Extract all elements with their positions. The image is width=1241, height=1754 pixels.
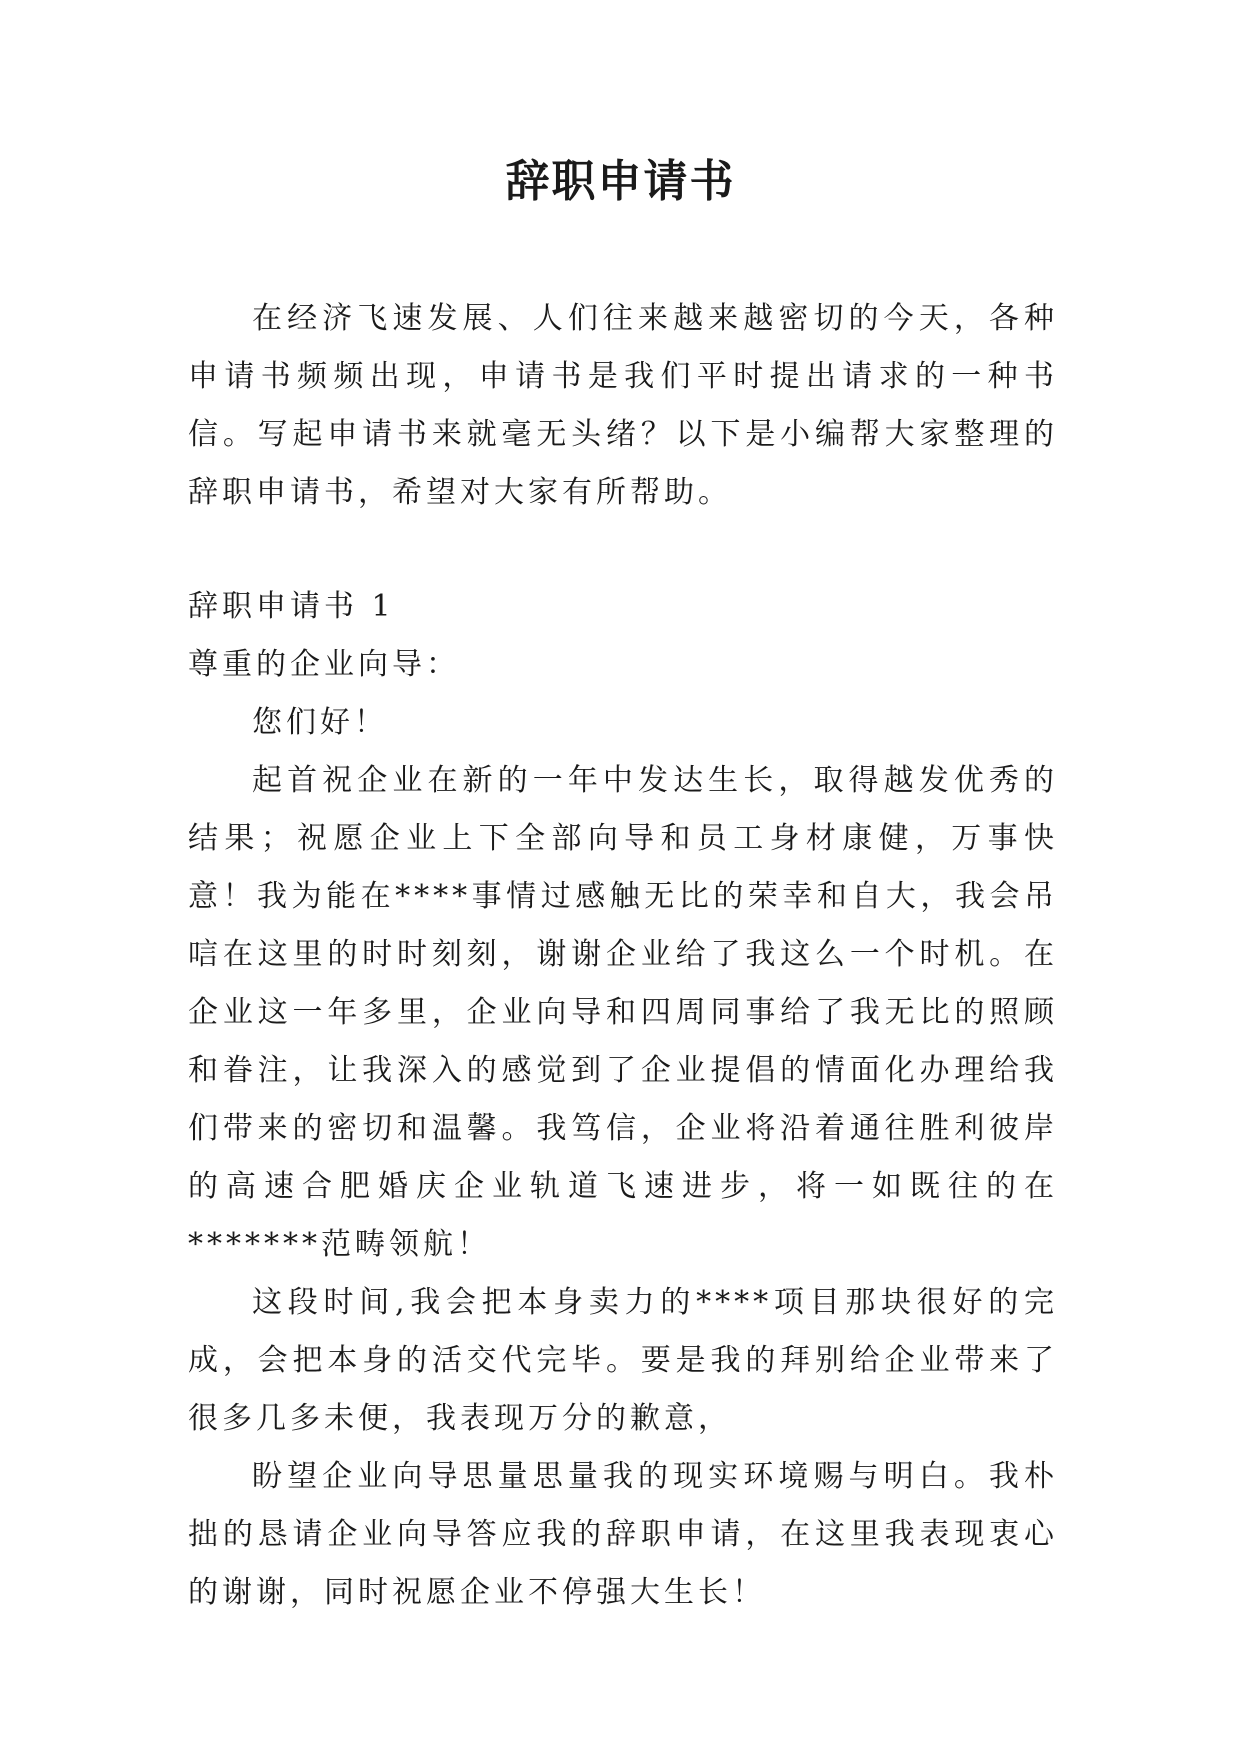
document-body xyxy=(188,290,1058,1622)
intro-paragraph: 在经济飞速发展、人们往来越来越密切的今天，各种申请书频频出现，申请书是我们平时提出请求的一种书信。写起申请书来就毫无头绪？以下是小编帮大家整理的辞职申请书，希望对大家有所帮助。 xyxy=(188,301,1058,510)
salutation: 尊重的企业向导： xyxy=(188,647,460,682)
paragraph-spacer xyxy=(188,522,1058,578)
body-paragraph-2: 这段时间,我会把本身卖力的****项目那块很好的完成，会把本身的活交代完毕。要是我的拜别给企业带来了很多几多未便，我表现万分的歉意， xyxy=(188,1285,1058,1436)
document-title: 辞职申请书 xyxy=(505,156,736,207)
section-heading: 辞职申请书 1 xyxy=(188,589,395,624)
body-paragraph-3: 盼望企业向导思量思量我的现实环境赐与明白。我朴拙的恳请企业向导答应我的辞职申请，在这里我表现衷心的谢谢，同时祝愿企业不停强大生长！ xyxy=(188,1459,1058,1610)
greeting: 您们好！ xyxy=(252,705,388,740)
body-paragraph-1: 起首祝企业在新的一年中发达生长，取得越发优秀的结果；祝愿企业上下全部向导和员工身材康健，万事快意！我为能在****事情过感触无比的荣幸和自大，我会吊唁在这里的时时刻刻，谢谢企业给了我这么一个时机。在企业这一年多里，企业向导和四周同事给了我无比的照顾和眷注，让我深入的感觉到了企业提倡的情面化办理给我们带来的密切和温馨。我笃信，企业将沿着通往胜利彼岸的高速合肥婚庆企业轨道飞速进步，将一如既往的在*******范畴领航！ xyxy=(188,763,1058,1262)
